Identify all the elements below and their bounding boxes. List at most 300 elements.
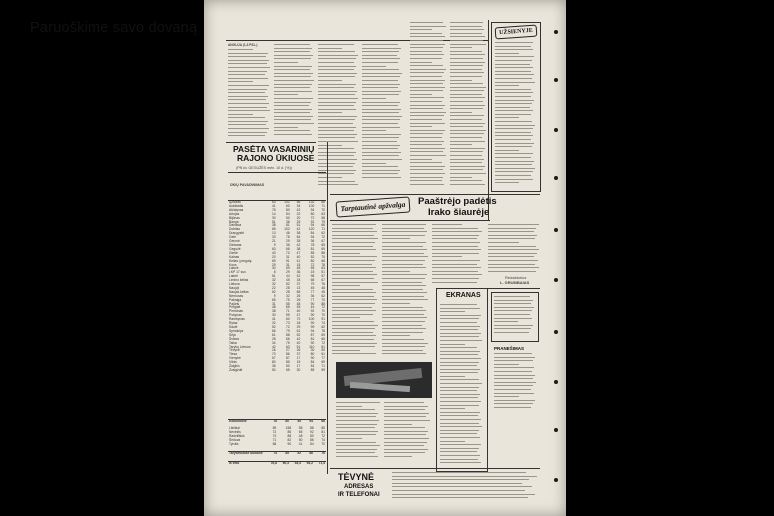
value-cell: 77: [321, 356, 325, 361]
value-cell: 69: [321, 332, 325, 337]
farm-name: Gelė: [229, 235, 236, 240]
farm-name: Iš viso: [229, 461, 240, 465]
value-cell: 66: [321, 223, 325, 228]
ekranas-listing: [440, 304, 482, 466]
value-cell: 63: [321, 266, 325, 271]
ekranas-title: EKRANAS: [446, 292, 481, 299]
value-cell: 56: [296, 201, 301, 204]
farm-name: Ąžuolas: [229, 201, 241, 204]
farm-name: Pergalė: [229, 305, 241, 310]
value-cell: 94: [309, 419, 313, 423]
value-cell: 79: [286, 328, 290, 333]
value-cell: 65: [321, 242, 325, 247]
value-cell: 70: [271, 352, 276, 357]
value-cell: 46: [286, 231, 290, 236]
value-cell: 87: [286, 356, 290, 361]
foreign-news-text: [495, 42, 535, 186]
value-cell: 78: [273, 419, 277, 423]
value-cell: 81: [310, 246, 315, 251]
farm-name: Tarybų Lietuva: [229, 344, 251, 349]
iraq-column-3: [432, 224, 482, 286]
value-cell: 34: [271, 340, 276, 345]
value-cell: 30: [271, 266, 276, 271]
value-cell: 75: [286, 340, 290, 345]
results-title-1: PASĖTA VASARINIŲ: [233, 144, 315, 154]
value-cell: 31: [286, 254, 290, 259]
value-cell: 72: [321, 340, 325, 345]
value-cell: 55: [286, 301, 290, 306]
value-cell: 84: [310, 441, 314, 446]
value-cell: 31: [271, 301, 276, 306]
value-cell: 42: [296, 207, 301, 212]
value-cell: 42: [296, 227, 301, 232]
value-cell: 42: [296, 274, 301, 279]
value-cell: 85: [310, 367, 315, 372]
iraq-column-4: [488, 224, 540, 276]
farm-name: Žvaigždė: [229, 367, 243, 372]
value-cell: 80: [310, 211, 315, 216]
results-title-2: RAJONO ŪKIUOSE: [237, 153, 315, 163]
value-cell: 75: [286, 297, 290, 302]
value-cell: 51: [321, 270, 325, 275]
value-cell: 29: [271, 262, 276, 267]
value-cell: 62: [321, 325, 325, 329]
value-cell: 79: [310, 282, 315, 287]
value-cell: 21: [271, 239, 276, 244]
column-rule: [327, 142, 328, 474]
value-cell: 32: [271, 278, 276, 283]
pranesimas-title: PRANEŠIMAS: [494, 346, 525, 351]
value-cell: 68: [321, 419, 325, 423]
value-cell: 42: [296, 336, 301, 341]
farm-photo: [336, 362, 432, 398]
value-cell: 76,8: [270, 461, 277, 465]
value-cell: 57: [271, 356, 276, 361]
value-cell: 36: [310, 293, 315, 298]
farm-name: Tyrulis: [229, 441, 239, 446]
value-cell: 48: [296, 301, 301, 306]
results-date: (PN kv. GEGUŽĖS mėn. 10 d. (%)): [236, 166, 292, 170]
value-cell: 85: [310, 250, 315, 255]
value-cell: 54: [310, 364, 315, 369]
value-cell: 94: [310, 235, 315, 240]
value-cell: 36: [296, 270, 301, 275]
value-cell: 41: [298, 441, 303, 446]
value-cell: 14: [271, 211, 276, 216]
value-cell: 71: [321, 364, 325, 369]
value-cell: 38: [296, 231, 301, 236]
value-cell: 81: [310, 336, 315, 341]
value-cell: 90: [287, 441, 292, 446]
value-cell: 16: [271, 348, 276, 353]
value-cell: 73: [286, 321, 290, 326]
value-cell: 68: [272, 441, 277, 446]
value-cell: 52: [297, 451, 301, 455]
farm-name: Draugystė: [229, 231, 245, 236]
value-cell: 92: [310, 429, 314, 434]
value-cell: 48: [321, 285, 325, 290]
farm-name: Šviesa: [229, 336, 239, 341]
value-cell: 50: [321, 348, 325, 353]
value-cell: 76: [271, 207, 276, 212]
value-cell: 86: [321, 201, 325, 204]
value-cell: 48: [271, 305, 276, 310]
value-cell: 64: [296, 235, 301, 240]
value-cell: 71: [286, 309, 290, 314]
value-cell: 45: [321, 289, 325, 294]
value-cell: 71: [272, 437, 277, 442]
value-cell: 76: [321, 282, 325, 287]
value-cell: 58: [298, 426, 303, 430]
grand-total-row: [228, 462, 326, 466]
farm-name: Vilnis: [229, 360, 237, 365]
value-cell: 88: [287, 433, 292, 438]
value-cell: 99: [310, 325, 315, 329]
value-cell: 84: [310, 360, 315, 365]
article-column-5: [410, 22, 446, 190]
value-cell: 98: [310, 274, 315, 279]
value-cell: 58: [321, 215, 325, 220]
value-cell: 50: [286, 364, 290, 369]
value-cell: 17: [296, 356, 301, 361]
value-cell: 8: [273, 270, 276, 275]
value-cell: 40: [296, 340, 301, 345]
value-cell: 70: [286, 250, 290, 255]
headline: Paruoškime savo dovaną: [30, 20, 198, 36]
column-rule: [488, 20, 489, 220]
value-cell: 50: [286, 215, 290, 220]
value-cell: 47: [296, 250, 301, 255]
value-cell: 20: [271, 254, 276, 259]
farm-name: Vienybė: [229, 356, 241, 361]
contacts-title-3: IR TELEFONAI: [338, 492, 380, 498]
table-row: [228, 443, 326, 447]
value-cell: 61: [271, 332, 276, 337]
farm-name: Tiesa: [229, 352, 237, 357]
farm-name: Atžalynas: [229, 207, 244, 212]
value-cell: 76: [321, 451, 325, 455]
value-cell: 92: [310, 219, 315, 224]
value-cell: 110: [309, 344, 315, 349]
article-column-6: [450, 22, 486, 190]
article-column-4: [362, 44, 402, 184]
value-cell: 44: [286, 274, 290, 279]
farm-name: Aukštaitis: [229, 203, 244, 208]
value-cell: 63: [271, 201, 276, 204]
value-cell: 40: [296, 309, 301, 314]
value-cell: 60: [286, 317, 290, 322]
value-cell: 25: [296, 293, 301, 298]
value-cell: 22: [271, 285, 276, 290]
farm-name: Dobilas: [229, 227, 240, 232]
value-cell: 69: [271, 258, 276, 263]
value-cell: 78: [310, 242, 315, 247]
value-cell: 55: [310, 266, 315, 271]
value-cell: 84: [310, 231, 315, 236]
contacts-text: [392, 472, 538, 502]
value-cell: 17: [296, 364, 301, 369]
value-cell: 77: [310, 289, 315, 294]
value-cell: 55: [286, 313, 290, 318]
value-cell: 13: [271, 231, 276, 236]
value-cell: 52: [310, 254, 315, 259]
value-cell: 61: [296, 328, 301, 333]
value-cell: 51: [296, 344, 301, 349]
value-cell: 30: [310, 348, 315, 353]
value-cell: 51: [296, 223, 301, 228]
value-cell: 89: [285, 451, 289, 455]
value-cell: 48: [298, 433, 303, 438]
value-cell: 72: [272, 429, 277, 434]
value-cell: 80: [310, 352, 315, 357]
value-cell: 80: [285, 419, 289, 423]
value-cell: 69: [272, 426, 277, 430]
value-cell: 61: [321, 352, 325, 357]
value-cell: 41: [271, 203, 276, 208]
value-cell: 94: [310, 223, 315, 228]
farm-name: Žalgiris: [229, 364, 240, 369]
value-cell: 44: [310, 305, 315, 310]
value-cell: 50: [298, 437, 303, 442]
farm-name: Spindulys: [229, 328, 244, 333]
value-cell: 87: [310, 332, 315, 337]
advert-text-1: [494, 296, 534, 338]
value-cell: 38: [296, 246, 301, 251]
value-cell: 86: [310, 437, 314, 442]
pranesimas-text: [494, 353, 536, 413]
value-cell: 68: [310, 278, 315, 283]
value-cell: 81: [286, 223, 290, 228]
value-cell: 91: [321, 317, 325, 322]
value-cell: 29: [296, 325, 301, 329]
value-cell: 69: [321, 246, 325, 251]
value-cell: 63: [271, 246, 276, 251]
value-cell: 70: [321, 309, 325, 314]
value-cell: 60: [286, 203, 290, 208]
value-cell: 71,4: [318, 461, 325, 465]
value-cell: 63: [286, 344, 290, 349]
signature-name: L. GRUMBAIAS: [500, 280, 530, 285]
value-cell: 27: [286, 348, 290, 353]
value-cell: 71: [321, 227, 325, 232]
farm-name: Banga: [229, 219, 239, 224]
contacts-title-2: ADRESAS: [344, 484, 374, 490]
value-cell: 72: [296, 317, 301, 322]
value-cell: 66: [321, 336, 325, 341]
value-cell: 80: [286, 207, 290, 212]
farm-name: Tėvynė: [229, 348, 240, 353]
value-cell: 30: [271, 215, 276, 220]
value-cell: 69: [321, 360, 325, 365]
value-cell: 9: [273, 242, 276, 247]
value-cell: 90: [310, 356, 315, 361]
value-cell: 25: [296, 219, 301, 224]
value-cell: 86: [287, 429, 292, 434]
value-cell: 32: [286, 293, 290, 298]
value-cell: 25: [296, 297, 301, 302]
value-cell: 65: [286, 305, 290, 310]
headline-rule: [226, 40, 488, 41]
value-cell: 65: [271, 227, 276, 232]
value-cell: 79: [321, 219, 325, 224]
value-cell: 9: [273, 293, 276, 298]
value-cell: 15: [296, 360, 301, 365]
subtotal-row: [228, 420, 326, 424]
farm-name: Pirmūnas: [229, 309, 243, 314]
farm-name: Rytas: [229, 321, 238, 326]
value-cell: 78: [286, 235, 290, 240]
value-cell: 90: [310, 301, 315, 306]
value-cell: 20: [296, 215, 301, 220]
farm-name: Naujoji: [229, 285, 240, 290]
value-cell: 13: [296, 285, 301, 290]
value-cell: 90: [310, 313, 315, 318]
results-table: [228, 201, 326, 419]
value-cell: 88: [310, 426, 314, 430]
value-cell: 52: [296, 332, 301, 337]
value-cell: 36: [310, 239, 315, 244]
value-cell: 100: [308, 203, 315, 208]
value-cell: 29: [286, 239, 290, 244]
farm-name: Nemunas: [229, 293, 244, 298]
value-cell: 68: [296, 289, 301, 294]
value-cell: 91: [286, 258, 290, 263]
value-cell: 38: [271, 223, 276, 228]
value-cell: 42: [296, 242, 301, 247]
farm-name: Radviliškis: [229, 433, 245, 438]
value-cell: 70: [321, 313, 325, 318]
value-cell: 18: [296, 321, 301, 326]
value-cell: 86: [309, 451, 313, 455]
farm-name: LKP 17 suv.: [229, 270, 247, 275]
value-cell: 47: [296, 313, 301, 318]
value-cell: 40: [296, 254, 301, 259]
value-cell: 68: [321, 258, 325, 263]
value-cell: 62: [321, 231, 325, 236]
value-cell: 66: [271, 328, 276, 333]
value-cell: 158: [285, 426, 292, 430]
farm-name: Laimė: [229, 274, 238, 279]
value-cell: 90: [310, 321, 315, 326]
farm-name: Lietuva: [229, 282, 240, 287]
value-cell: 49: [297, 419, 301, 423]
signature-role: Redaktorius: [505, 275, 527, 280]
farm-name: Lenino kelias: [229, 278, 249, 283]
value-cell: 41: [271, 317, 276, 322]
value-cell: 92: [310, 309, 315, 314]
value-cell: 37: [296, 282, 301, 287]
farm-name: Pušynas: [229, 313, 242, 318]
farm-name: Girelė: [229, 250, 238, 255]
value-cell: 50: [271, 367, 276, 372]
value-cell: 37: [296, 352, 301, 357]
iraq-stamp: Tarptautinė apžvalga: [336, 196, 411, 217]
iraq-rule-top: [330, 194, 540, 195]
farm-name: Gintaras: [229, 242, 242, 247]
farm-name: Bijūnas: [229, 215, 240, 220]
value-cell: 36: [271, 364, 276, 369]
value-cell: 69: [286, 266, 290, 271]
value-cell: 63: [321, 211, 325, 216]
value-cell: 33: [271, 235, 276, 240]
value-cell: 32: [271, 321, 276, 326]
value-cell: 28: [286, 289, 290, 294]
value-cell: 80: [271, 360, 276, 365]
value-cell: 45: [296, 305, 301, 310]
value-cell: 70: [321, 254, 325, 259]
farm-name: Kelias į pergalę: [229, 258, 252, 263]
value-cell: 28: [286, 285, 290, 290]
value-cell: 70: [321, 297, 325, 302]
value-cell: 77: [310, 297, 315, 302]
value-cell: 54: [286, 211, 290, 216]
value-cell: 52: [271, 325, 276, 329]
value-cell: 28: [271, 336, 276, 341]
value-cell: 85: [321, 426, 325, 430]
table-header-rule: [228, 172, 326, 173]
value-cell: 90: [310, 340, 315, 345]
farm-name: Rambynas: [229, 317, 245, 322]
value-cell: 62: [321, 293, 325, 298]
value-cell: 74: [273, 451, 277, 455]
article-column-2: [274, 44, 314, 139]
value-cell: 78: [321, 328, 325, 333]
value-cell: 52: [286, 282, 290, 287]
value-cell: 72: [321, 433, 325, 438]
value-cell: 88: [321, 250, 325, 255]
value-cell: 57: [321, 274, 325, 279]
farm-name: Nevėžis: [229, 429, 241, 434]
value-cell: 68: [286, 246, 290, 251]
farm-name: Sėja: [229, 332, 236, 337]
signature-rule: [488, 288, 540, 289]
value-cell: 30: [271, 313, 276, 318]
article-column-1: [228, 49, 270, 139]
farm-name: Naujas kelias: [229, 289, 249, 294]
value-cell: 72: [321, 235, 325, 240]
value-cell: 82: [287, 437, 292, 442]
value-cell: 59: [321, 367, 325, 372]
value-cell: 29: [286, 270, 290, 275]
value-cell: 18: [296, 278, 301, 283]
intro-caption: ANGLIJA (1-3 PSL.): [228, 43, 258, 47]
contacts-rule: [330, 468, 540, 469]
value-cell: 80: [310, 433, 314, 438]
value-cell: 81: [321, 344, 325, 349]
value-cell: 93,2: [306, 461, 313, 465]
value-cell: 53,4: [294, 461, 301, 465]
iraq-column-2: [382, 224, 428, 359]
farm-name: Dainava: [229, 223, 242, 228]
value-cell: 51: [271, 274, 276, 279]
value-cell: 74: [321, 437, 325, 442]
value-cell: 100: [308, 317, 315, 322]
value-cell: 120: [308, 227, 315, 232]
value-cell: 38: [286, 219, 290, 224]
farm-name: Laisvė: [229, 266, 239, 271]
value-cell: 102: [284, 227, 290, 232]
value-cell: 42: [271, 344, 276, 349]
value-cell: 22: [296, 211, 301, 216]
state-total-row: [228, 452, 326, 456]
value-cell: 94: [310, 328, 315, 333]
value-cell: 36: [286, 242, 290, 247]
value-cell: 65: [298, 429, 303, 434]
farm-name: Gerovė: [229, 239, 240, 244]
value-cell: 80: [310, 258, 315, 263]
value-cell: 132: [308, 201, 315, 204]
farm-name: Taika: [229, 340, 237, 345]
